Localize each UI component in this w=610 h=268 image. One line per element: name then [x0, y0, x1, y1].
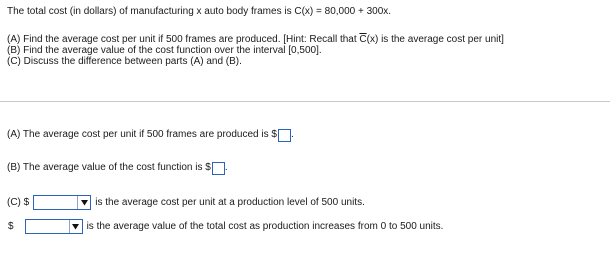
answer-b-period: .	[224, 162, 228, 173]
dropdown-arrow-icon[interactable]	[77, 196, 90, 209]
answer-a-input[interactable]	[278, 129, 291, 142]
answer-b-text: (B) The average value of the cost function is $	[7, 162, 211, 173]
answer-a-row	[7, 128, 294, 143]
answer-c-row-2-text: is the average value of the total cost as production increases from 0 to 500 units.	[86, 221, 444, 232]
answer-c-row-1	[7, 195, 365, 210]
problem-intro: The total cost (in dollars) of manufacturing x auto body frames is C(x) = 80,000 + 300x.	[7, 6, 392, 17]
dropdown-arrow-icon[interactable]	[69, 220, 82, 233]
answer-a-period: .	[290, 129, 294, 140]
answer-b-input[interactable]	[212, 162, 225, 175]
part-b-question: (B) Find the average value of the cost function over the interval [0,500].	[7, 45, 322, 56]
answer-c-select-1[interactable]	[33, 195, 91, 210]
answer-c-select-2[interactable]	[25, 219, 83, 234]
answer-c-row-1-text: is the average cost per unit at a production level of 500 units.	[95, 197, 365, 208]
part-a-suffix: (x) is the average cost per unit]	[366, 34, 504, 45]
c-bar-symbol: $\overline{C}$	[359, 34, 367, 45]
part-c-question: (C) Discuss the difference between parts (A) and (B).	[7, 56, 242, 67]
answer-a-text: (A) The average cost per unit if 500 frames are produced is $	[7, 129, 277, 140]
answer-c-label: (C) $	[7, 197, 30, 208]
answer-c-row-2-label: $	[8, 221, 14, 232]
section-divider	[0, 101, 610, 102]
part-a-prefix: (A) Find the average cost per unit if 500 frames are produced. [Hint: Recall that	[7, 34, 360, 45]
answer-c-row-2	[7, 219, 443, 234]
answer-b-row	[7, 161, 228, 176]
